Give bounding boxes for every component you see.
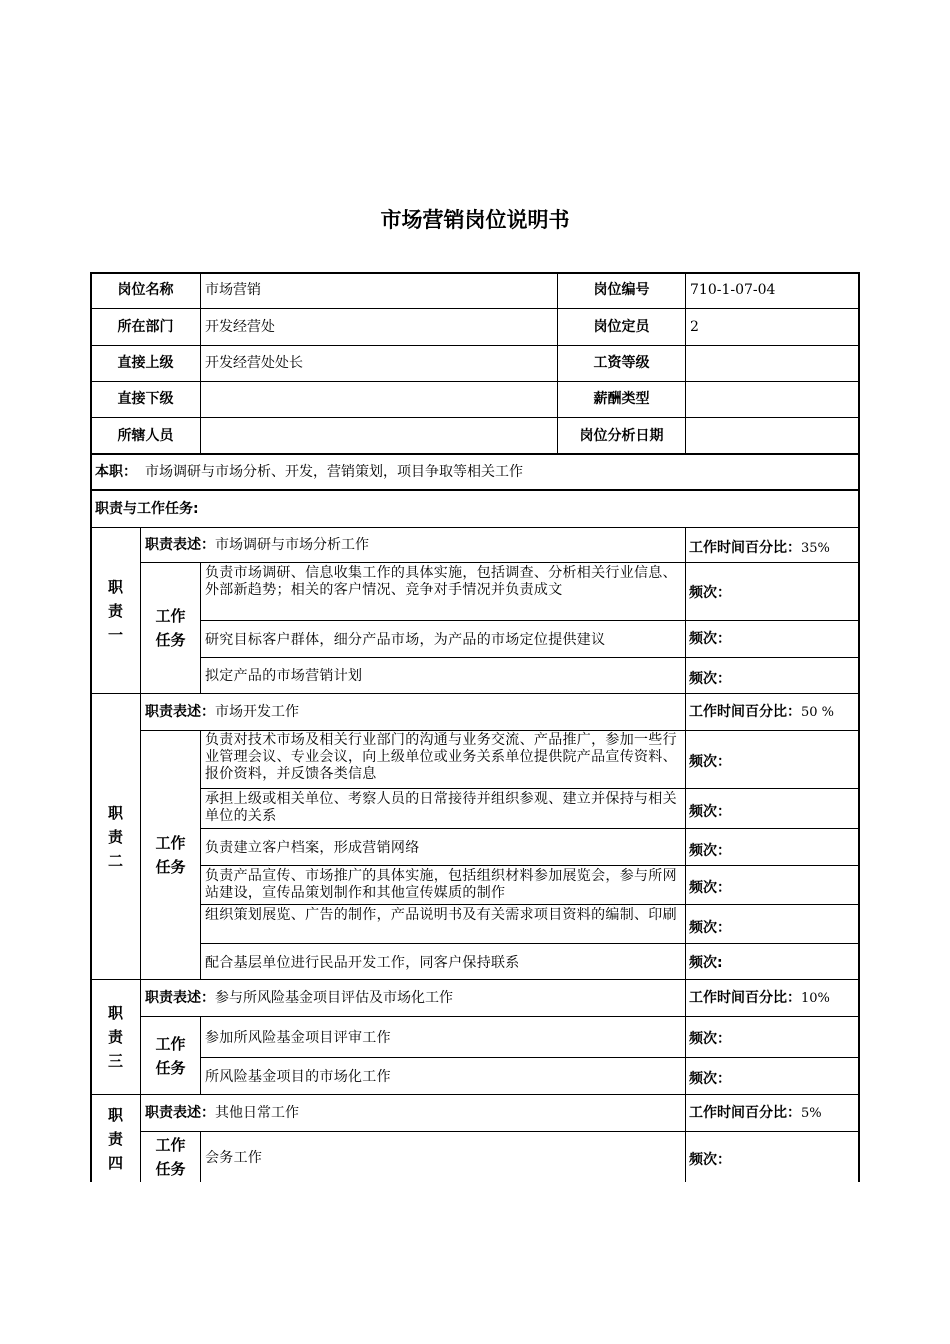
duty-3-task-label — [140, 1016, 201, 1095]
duty-4-task-label — [140, 1131, 201, 1182]
pay-type-value — [685, 381, 860, 418]
duty-4-label: 职 责 四 — [90, 1094, 141, 1182]
duty-1-label: 职 责 一 — [90, 527, 141, 694]
duty-4-percent-cell — [685, 1094, 860, 1132]
duty-4-description-cell — [140, 1094, 686, 1132]
separator-line — [90, 453, 860, 455]
superior-label: 直接上级 — [90, 345, 201, 382]
duty-3-task-1: 参加所风险基金项目评审工作 — [200, 1016, 686, 1058]
duty-2-task-4-freq: 频次： — [685, 865, 860, 905]
duty-2-task-6-freq: 频次: — [685, 943, 860, 980]
duty-1-task-2-freq: 频次： — [685, 620, 860, 658]
duty-3-task-1-freq: 频次： — [685, 1016, 860, 1058]
duty-1-task-1-freq: 频次： — [685, 562, 860, 621]
duty-3-percent: 10% — [801, 990, 830, 1006]
duties-header: 职责与工作任务: — [90, 490, 860, 528]
headcount-label: 岗位定员 — [557, 308, 686, 346]
duty-2-description-cell — [140, 693, 686, 731]
position-code-label: 岗位编号 — [557, 272, 686, 309]
duty-1-task-3: 拟定产品的市场营销计划 — [200, 657, 686, 694]
duty-4-desc-label: 职责表述： — [145, 1104, 215, 1121]
department-value: 开发经营处 — [200, 308, 558, 346]
duty-4-percent-label: 工作时间百分比： — [689, 1104, 801, 1121]
position-code-value: 710-1-07-04 — [685, 272, 860, 309]
duty-1-task-1: 负责市场调研、信息收集工作的具体实施，包括调查、分析相关行业信息、外部新趋势；相关的客户情况、竞争对手情况并负责成文 — [200, 562, 686, 621]
duty-4-percent: 5% — [801, 1105, 822, 1121]
duty-1-description: 市场调研与市场分析工作 — [215, 536, 369, 553]
duty-2-label: 职 责 二 — [90, 693, 141, 980]
duty-3-description-cell — [140, 979, 686, 1017]
duty-2-task-2-freq: 频次： — [685, 788, 860, 829]
main-duty-label: 本职： — [95, 464, 137, 480]
duty-1-percent-cell — [685, 527, 860, 563]
duty-2-task-label-line1: 工作 — [155, 834, 186, 852]
main-duty-text: 市场调研与市场分析、开发，营销策划，项目争取等相关工作 — [145, 464, 523, 480]
duty-4-task-1-freq: 频次： — [685, 1131, 860, 1182]
duty-2-task-label-line2: 任务 — [155, 858, 186, 876]
duty-3-task-label-line2: 任务 — [155, 1058, 186, 1077]
main-duty-row — [90, 454, 860, 491]
duty-1-task-3-freq: 频次： — [685, 657, 860, 694]
duty-4-task-label-line2: 任务 — [155, 1160, 186, 1178]
duty-2-task-3: 负责建立客户档案，形成营销网络 — [200, 828, 686, 866]
duty-4-task-1: 会务工作 — [200, 1131, 686, 1182]
duty-2-task-3-freq: 频次： — [685, 828, 860, 866]
salary-grade-label: 工资等级 — [557, 345, 686, 382]
duty-3-percent-cell — [685, 979, 860, 1017]
duty-2-task-5-freq: 频次： — [685, 904, 860, 944]
duty-2-task-2: 承担上级或相关单位、考察人员的日常接待并组织参观、建立并保持与相关单位的关系 — [200, 788, 686, 829]
subordinate-label: 直接下级 — [90, 381, 201, 418]
duty-4-description: 其他日常工作 — [215, 1104, 299, 1121]
duty-3-task-label-line1: 工作 — [155, 1034, 186, 1053]
duty-3-task-2-freq: 频次： — [685, 1057, 860, 1095]
headcount-value: 2 — [685, 308, 860, 346]
duty-3-desc-label: 职责表述： — [145, 989, 215, 1006]
staff-value — [200, 417, 558, 455]
duty-2-task-label — [140, 730, 201, 980]
duty-1-desc-label: 职责表述： — [145, 536, 215, 553]
duty-3-percent-label: 工作时间百分比： — [689, 989, 801, 1006]
duty-1-task-label-line1: 工作 — [155, 607, 186, 625]
duty-4-task-label-line1: 工作 — [155, 1136, 186, 1154]
duty-1-description-cell — [140, 527, 686, 563]
duty-2-percent-cell — [685, 693, 860, 731]
superior-value: 开发经营处处长 — [200, 345, 558, 382]
duty-2-task-1: 负责对技术市场及相关行业部门的沟通与业务交流、产品推广，参加一些行业管理会议、专业会议，向上级单位或业务关系单位提供院产品宣传资料、报价资料，并反馈各类信息 — [200, 730, 686, 789]
position-name-value: 市场营销 — [200, 272, 558, 309]
duty-3-description: 参与所风险基金项目评估及市场化工作 — [215, 989, 453, 1006]
pay-type-label: 薪酬类型 — [557, 381, 686, 418]
duty-1-task-2: 研究目标客户群体，细分产品市场，为产品的市场定位提供建议 — [200, 620, 686, 658]
duty-2-percent: 50 % — [801, 704, 835, 720]
duty-1-task-label-line2: 任务 — [155, 631, 186, 649]
duty-1-task-label — [140, 562, 201, 694]
salary-grade-value — [685, 345, 860, 382]
duty-2-desc-label: 职责表述： — [145, 703, 215, 720]
duty-2-task-6: 配合基层单位进行民品开发工作，同客户保持联系 — [200, 943, 686, 980]
duty-2-description: 市场开发工作 — [215, 703, 299, 720]
subordinate-value — [200, 381, 558, 418]
duty-1-percent: 35% — [801, 540, 830, 556]
duty-1-percent-label: 工作时间百分比： — [689, 539, 801, 556]
duty-2-task-5: 组织策划展览、广告的制作，产品说明书及有关需求项目资料的编制、印刷 — [200, 904, 686, 944]
document-title: 市场营销岗位说明书 — [380, 208, 570, 232]
separator-line — [90, 489, 860, 491]
duty-3-label: 职 责 三 — [90, 979, 141, 1095]
analysis-date-label: 岗位分析日期 — [557, 417, 686, 455]
position-name-label: 岗位名称 — [90, 272, 201, 309]
duty-2-task-4: 负责产品宣传、市场推广的具体实施，包括组织材料参加展览会，参与所网站建设，宣传品策划制作和其他宣传媒质的制作 — [200, 865, 686, 905]
department-label: 所在部门 — [90, 308, 201, 346]
staff-label: 所辖人员 — [90, 417, 201, 455]
duty-3-task-2: 所风险基金项目的市场化工作 — [200, 1057, 686, 1095]
duty-2-task-1-freq: 频次： — [685, 730, 860, 789]
analysis-date-value — [685, 417, 860, 455]
duty-2-percent-label: 工作时间百分比： — [689, 703, 801, 720]
